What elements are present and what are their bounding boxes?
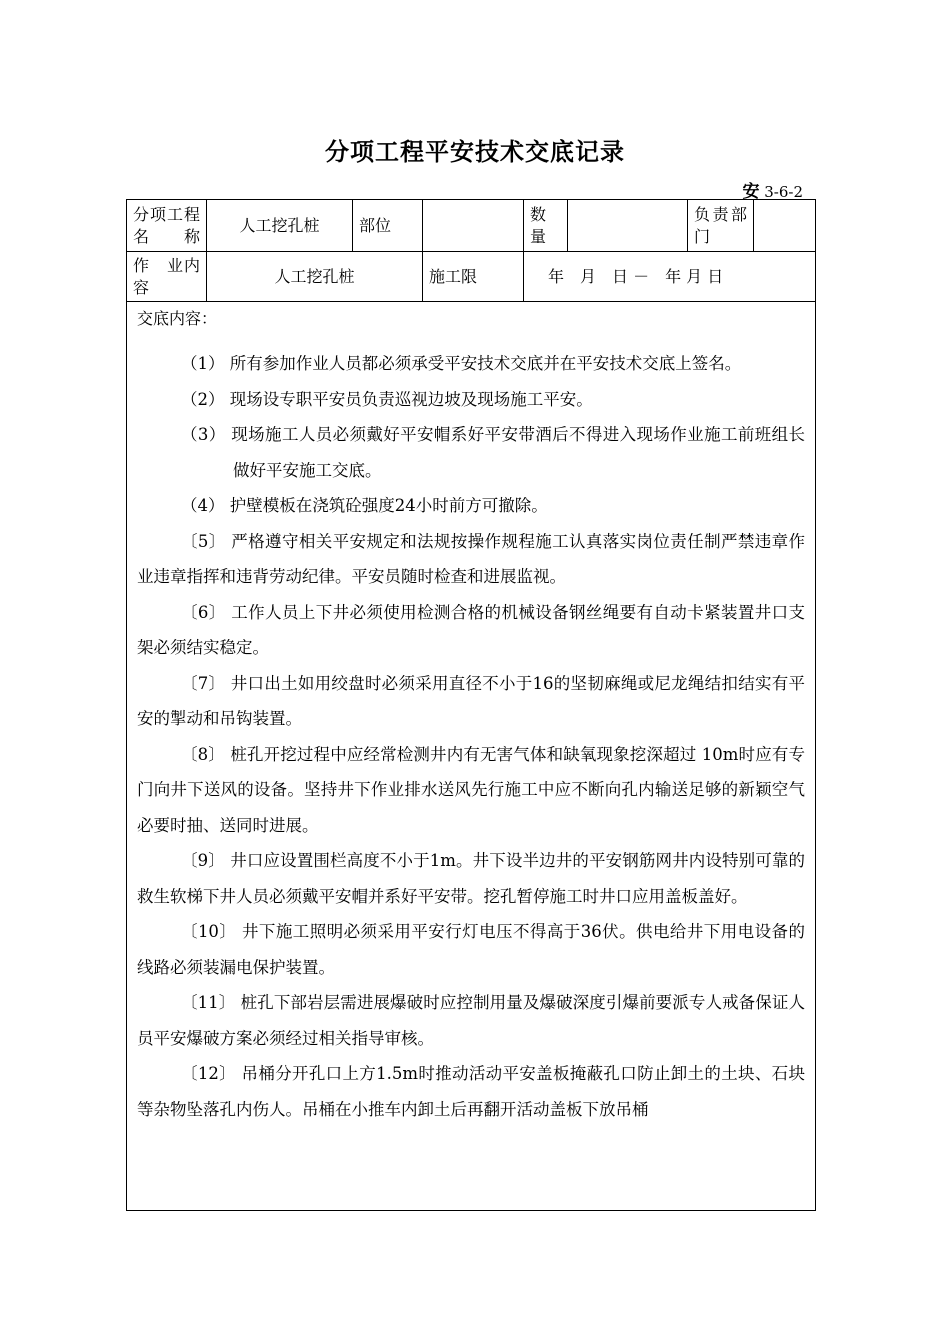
department-value[interactable] [754,200,816,252]
content-item: 〔8〕 桩孔开挖过程中应经常检测井内有无害气体和缺氧现象挖深超过 10m时应有专门向井下送风的设备。坚持井下作业排水送风先行施工中应不断向孔内输送足够的新颖空气必要时抽、送同时进展。 [137,744,805,835]
form-code-prefix: 安 [742,182,760,202]
content-heading: 交底内容： [137,309,218,328]
content-items [137,346,805,1127]
label-work-content: 作 业内容 [127,252,207,302]
work-content-value: 人工挖孔桩 [207,252,423,302]
label-project-name: 分项工程名称 [127,200,207,252]
project-name-value: 人工挖孔桩 [207,200,353,252]
form-code-number: 3-6-2 [764,183,803,201]
content-item: （2） 现场设专职平安员负责巡视边坡及现场施工平安。 [181,389,593,409]
part-value[interactable] [423,200,524,252]
content-item: （3） 现场施工人员必须戴好平安帽系好平安带酒后不得进入现场作业施工前班组长做好平安施工交底。 [181,425,805,480]
content-item: 〔7〕 井口出土如用绞盘时必须采用直径不小于16的坚韧麻绳或尼龙绳结扣结实有平安的掣动和吊钩装置。 [137,673,805,728]
disclosure-table [126,199,816,1211]
content-item: 〔9〕 井口应设置围栏高度不小于1m。井下设半边井的平安钢筋网井内设特别可靠的救生软梯下井人员必须戴平安帽并系好平安带。挖孔暂停施工时井口应用盖板盖好。 [137,851,805,906]
content-item: （1） 所有参加作业人员都必须承受平安技术交底并在平安技术交底上签名。 [181,354,742,373]
document-title: 分项工程平安技术交底记录 [325,137,625,166]
quantity-value[interactable] [568,200,688,252]
header-row-1 [127,200,816,252]
header-row-2 [127,252,816,302]
content-item: 〔12〕 吊桶分开孔口上方1.5m时推动活动平安盖板掩蔽孔口防止卸土的土块、石块等杂物坠落孔内伤人。吊桶在小推车内卸土后再翻开活动盖板下放吊桶 [137,1064,805,1119]
content-item: （4） 护壁模板在浇筑砼强度24小时前方可撤除。 [181,496,548,515]
content-item: 〔5〕 严格遵守相关平安规定和法规按操作规程施工认真落实岗位责任制严禁违章作业违章指挥和违背劳动纪律。平安员随时检查和进展监视。 [137,531,805,586]
content-cell [127,302,816,1211]
content-item: 〔6〕 工作人员上下井必须使用检测合格的机械设备钢丝绳要有自动卡紧装置井口支架必须结实稳定。 [137,602,805,657]
label-period: 施工限 [423,252,524,302]
content-item: 〔11〕 桩孔下部岩层需进展爆破时应控制用量及爆破深度引爆前要派专人戒备保证人员平安爆破方案必须经过相关指导审核。 [137,993,805,1048]
label-quantity: 数量 [524,200,568,252]
label-department: 负责部门 [688,200,754,252]
content-row [127,302,816,1211]
label-part: 部位 [353,200,423,252]
period-value: 年 月 日 － 年 月 日 [524,252,816,302]
content-item: 〔10〕 井下施工照明必须采用平安行灯电压不得高于36伏。供电给井下用电设备的线路必须装漏电保护装置。 [137,922,805,977]
